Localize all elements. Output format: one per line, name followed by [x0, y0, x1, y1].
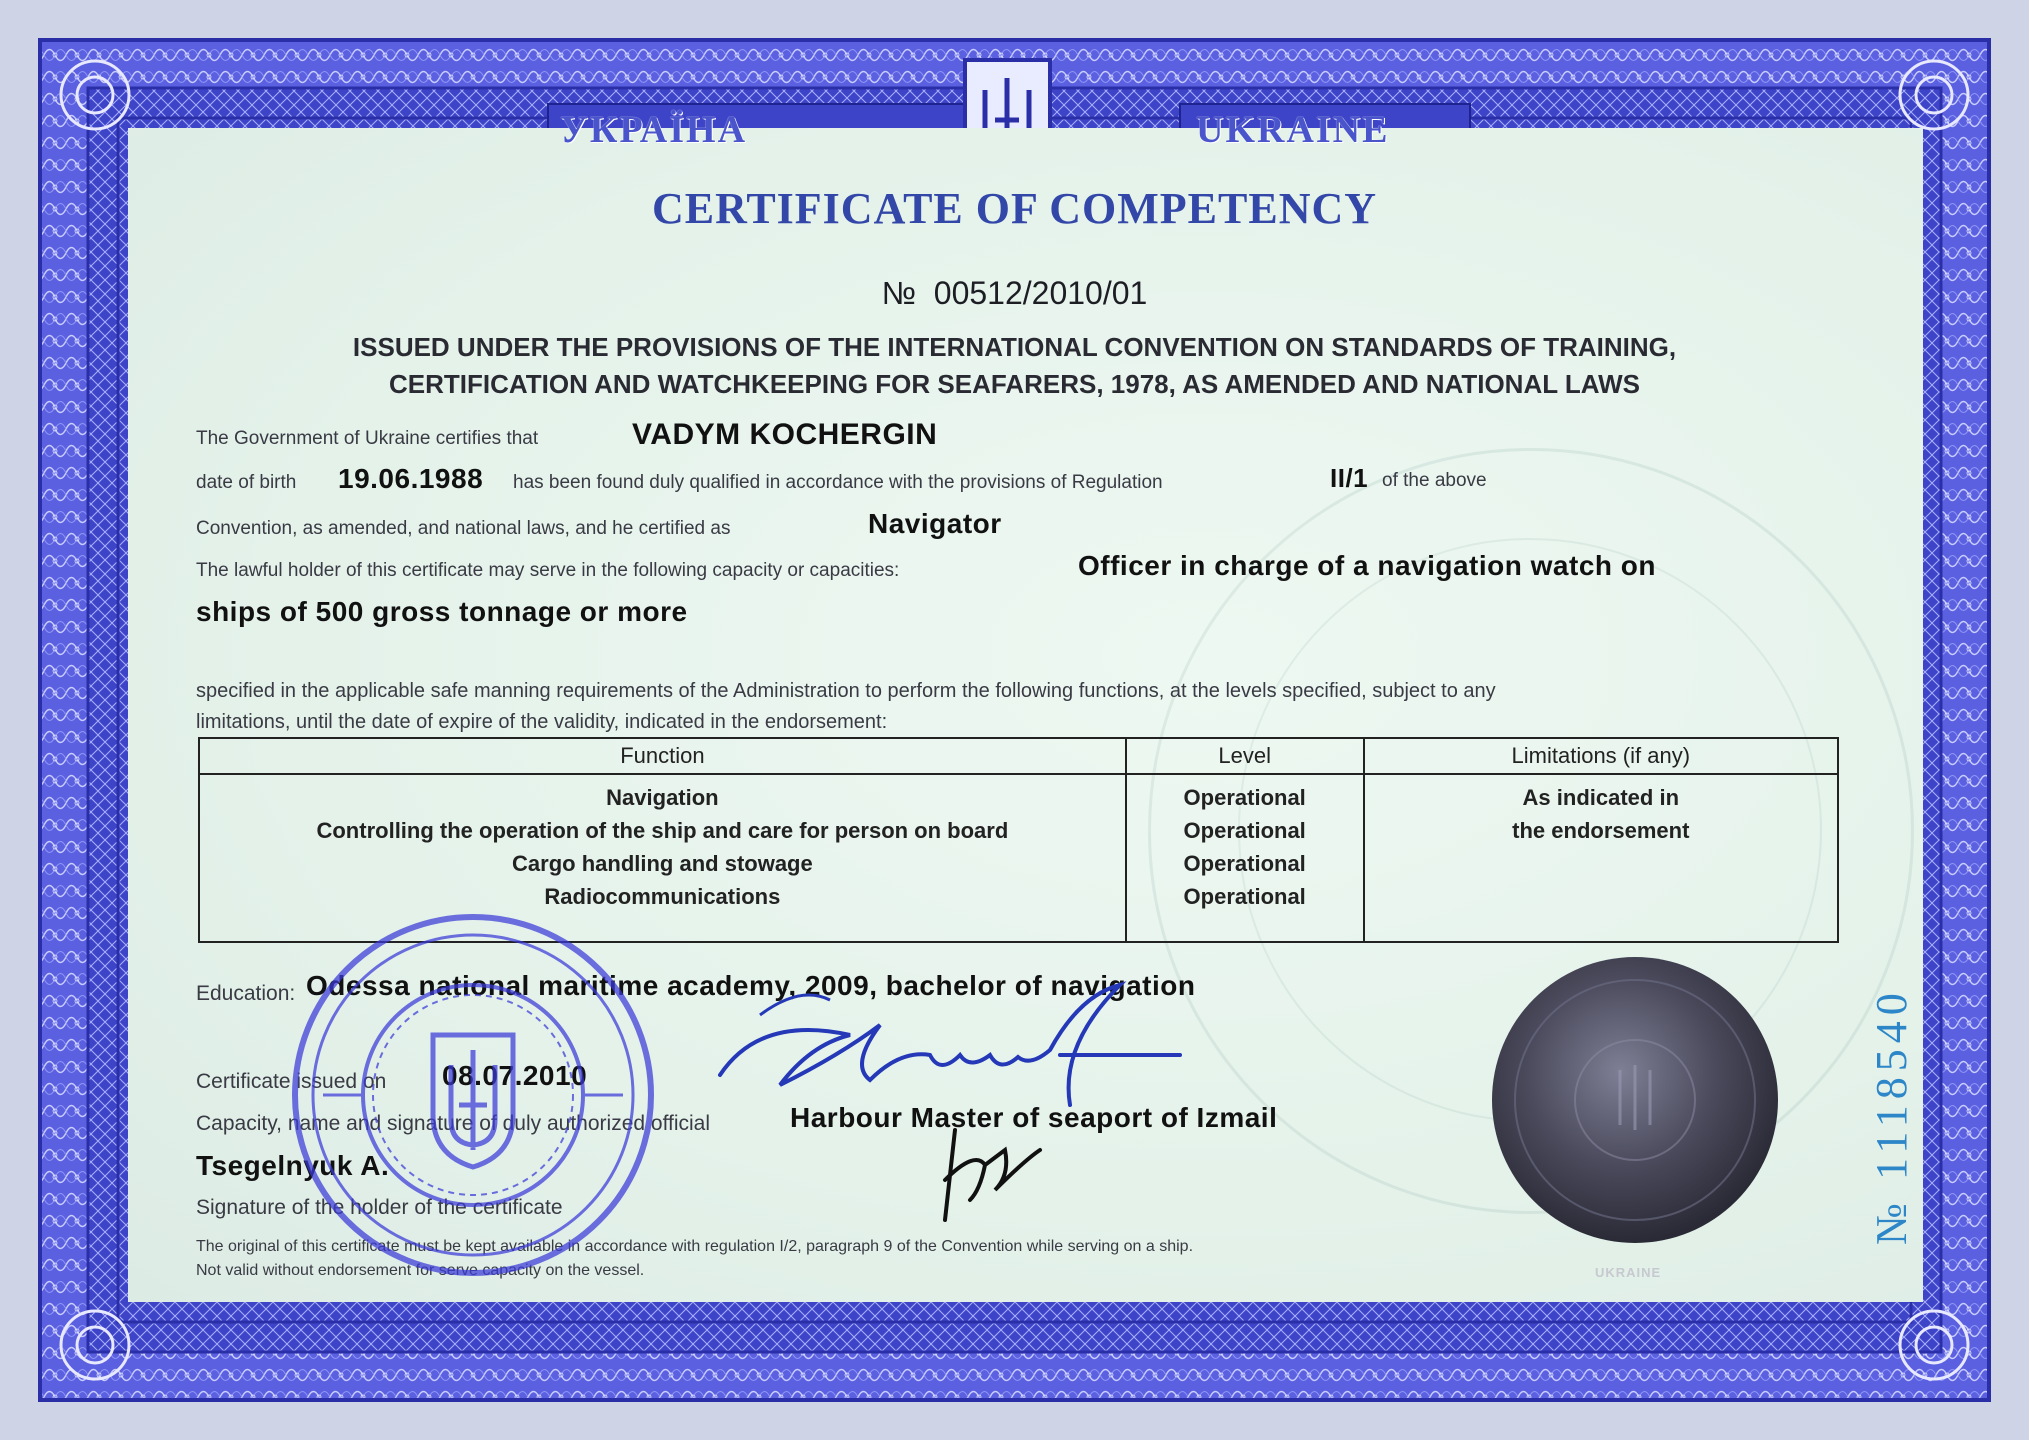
level-item: Operational: [1183, 818, 1306, 843]
official-stamp: [283, 905, 663, 1285]
of-above-text: of the above: [1382, 470, 1487, 491]
regulation-value: II/1: [1330, 463, 1369, 493]
function-item: Radiocommunications: [544, 884, 781, 909]
capacity-label: The lawful holder of this certificate may serve in the following capacity or capacities:: [196, 560, 900, 581]
limitations-cell: [1364, 774, 1838, 942]
provisions-line-1: ISSUED UNDER THE PROVISIONS OF THE INTERNATIONAL CONVENTION ON STANDARDS OF TRAINING,: [352, 332, 1677, 362]
convention-text: Convention, as amended, and national laws, and he certified as: [196, 518, 731, 539]
limitation-item: the endorsement: [1512, 818, 1690, 843]
header-ukraine-latin: UKRAINE: [1196, 109, 1390, 151]
provisions-line-2: CERTIFICATION AND WATCHKEEPING FOR SEAFARERS, 1978, AS AMENDED AND NATIONAL LAWS: [389, 369, 1640, 399]
official-signature: [700, 955, 1220, 1135]
dob-value: 19.06.1988: [338, 463, 484, 494]
issued-date: 08.07.2010: [442, 1060, 588, 1091]
header-function: Function: [199, 738, 1126, 774]
limitation-item: As indicated in: [1522, 785, 1680, 810]
capacity-line-2: ships of 500 gross tonnage or more: [196, 596, 688, 627]
holder-name: VADYM KOCHERGIN: [632, 418, 938, 451]
certifies-label: The Government of Ukraine certifies that: [196, 428, 539, 449]
function-item: Controlling the operation of the ship and care for person on board: [316, 818, 1009, 843]
certificate-number-value: 00512/2010/01: [933, 275, 1148, 311]
dob-label: date of birth: [196, 472, 297, 493]
hologram-label: UKRAINE: [1595, 1265, 1662, 1280]
issued-label: Certificate issued on: [196, 1070, 387, 1093]
serial-number-text: № 1118540: [1867, 987, 1916, 1245]
official-title: Harbour Master of seaport of Izmail: [790, 1102, 1278, 1133]
specified-line-1: specified in the applicable safe manning requirements of the Administration to perform the following functions, at the levels specified, subject to any: [196, 680, 1496, 702]
official-name: Tsegelnyuk A.: [196, 1150, 390, 1181]
capacity-official-label: Capacity, name and signature of duly authorized official: [196, 1112, 711, 1135]
number-sign: №: [881, 275, 916, 311]
education-label: Education:: [196, 982, 296, 1005]
specified-line-2: limitations, until the date of expire of the validity, indicated in the endorsement:: [196, 711, 888, 733]
holder-signature: [935, 1120, 1055, 1230]
level-cell: [1126, 774, 1364, 942]
hologram-seal: [1490, 955, 1780, 1245]
certificate-title: CERTIFICATE OF COMPETENCY: [651, 184, 1378, 233]
level-item: Operational: [1183, 884, 1306, 909]
header-level: Level: [1126, 738, 1364, 774]
certified-as-value: Navigator: [868, 508, 1002, 539]
header-ukraine-cyrillic: УКРАЇНА: [560, 109, 748, 151]
level-item: Operational: [1183, 851, 1306, 876]
footer-note-1: The original of this certificate must be kept available in accordance with regulation I/2, paragraph 9 of the Convention while serving on a ship.: [196, 1238, 1194, 1255]
level-item: Operational: [1183, 785, 1306, 810]
certificate-number: [0, 275, 2029, 312]
header-limitations: Limitations (if any): [1364, 738, 1838, 774]
serial-number: [1862, 955, 1916, 1245]
capacity-line-1: Officer in charge of a navigation watch on: [1078, 550, 1656, 581]
footer-note-2: Not valid without endorsement for serve capacity on the vessel.: [196, 1262, 645, 1279]
holder-signature-label: Signature of the holder of the certificate: [196, 1196, 563, 1219]
table-header-row: [199, 738, 1838, 774]
education-value: Odessa national maritime academy, 2009, bachelor of navigation: [306, 970, 1196, 1001]
function-item: Navigation: [606, 785, 719, 810]
function-item: Cargo handling and stowage: [512, 851, 813, 876]
qualified-text: has been found duly qualified in accordance with the provisions of Regulation: [513, 472, 1163, 493]
